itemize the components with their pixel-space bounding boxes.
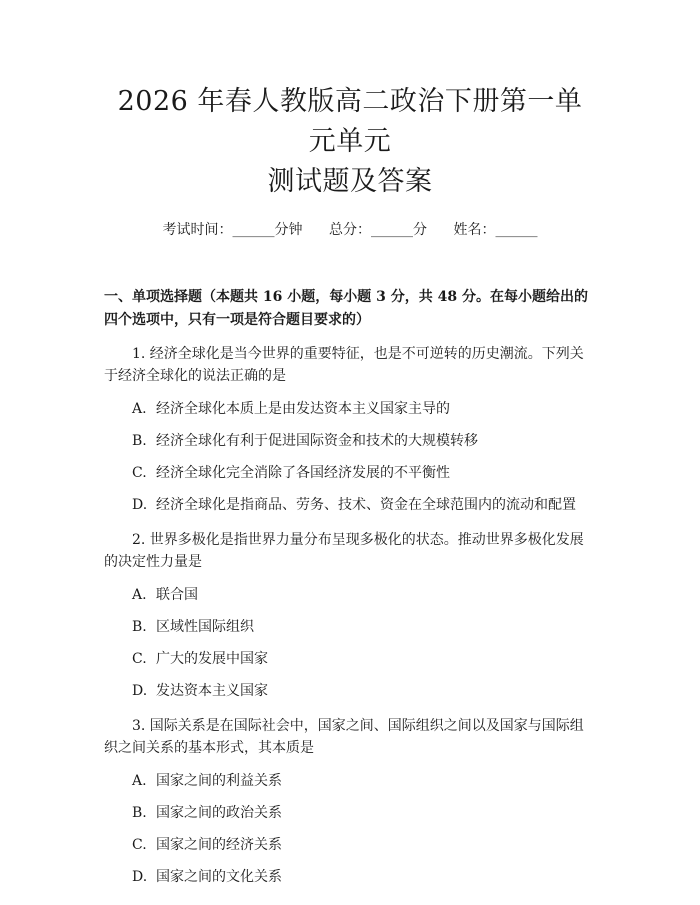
question-3-option-c [104,835,596,855]
option-letter: A. [132,587,147,603]
option-text: 国家之间的文化关系 [156,869,282,885]
question-2-option-d [104,681,596,701]
option-text: 国家之间的经济关系 [156,837,282,853]
option-letter: A. [132,401,147,417]
title-line-2: 测试题及答案 [267,166,433,197]
option-letter: C. [132,465,147,481]
option-text: 国家之间的政治关系 [156,805,282,821]
option-letter: D. [132,497,148,513]
title-line-1: 2026 年春人教版高二政治下册第一单元单元 [117,86,583,157]
student-name: 姓名：______ [453,222,538,238]
question-1-option-b [104,431,596,451]
document-title [104,0,596,202]
option-letter: B. [132,433,147,449]
option-letter: D. [132,683,148,699]
option-letter: B. [132,619,147,635]
option-text: 经济全球化有利于促进国际资金和技术的大规模转移 [156,433,478,449]
option-text: 经济全球化是指商品、劳务、技术、资金在全球范围内的流动和配置 [156,497,576,513]
option-text: 发达资本主义国家 [156,683,268,699]
question-3-option-a [104,771,596,791]
total-score: 总分：______分 [329,222,427,238]
question-3-stem: 3. 国际关系是在国际社会中，国家之间、国际组织之间以及国家与国际组织之间关系的基本形式，其本质是 [104,718,584,756]
option-letter: C. [132,837,147,853]
option-text: 经济全球化本质上是由发达资本主义国家主导的 [156,401,450,417]
question-1-stem: 1. 经济全球化是当今世界的重要特征，也是不可逆转的历史潮流。下列关于经济全球化的说法正确的是 [104,346,584,384]
option-letter: A. [132,773,147,789]
question-3-option-b [104,803,596,823]
option-text: 经济全球化完全消除了各国经济发展的不平衡性 [156,465,450,481]
option-letter: C. [132,651,147,667]
question-2-option-a [104,585,596,605]
question-2-option-b [104,617,596,637]
option-text: 区域性国际组织 [156,619,254,635]
exam-info [104,220,596,240]
option-text: 广大的发展中国家 [156,651,268,667]
option-text: 联合国 [156,587,198,603]
question-2-option-c [104,649,596,669]
section-heading: 一、单项选择题（本题共 16 小题，每小题 3 分，共 48 分。在每小题给出的四个选项中，只有一项是符合题目要求的） [104,289,588,328]
question-3-option-d [104,867,596,887]
option-text: 国家之间的利益关系 [156,773,282,789]
question-1-option-a [104,399,596,419]
question-1-option-d [104,495,596,515]
option-letter: B. [132,805,147,821]
question-1-option-c [104,463,596,483]
exam-time: 考试时间：______分钟 [162,222,303,238]
option-letter: D. [132,869,148,885]
question-2-stem: 2. 世界多极化是指世界力量分布呈现多极化的状态。推动世界多极化发展的决定性力量是 [104,532,584,570]
